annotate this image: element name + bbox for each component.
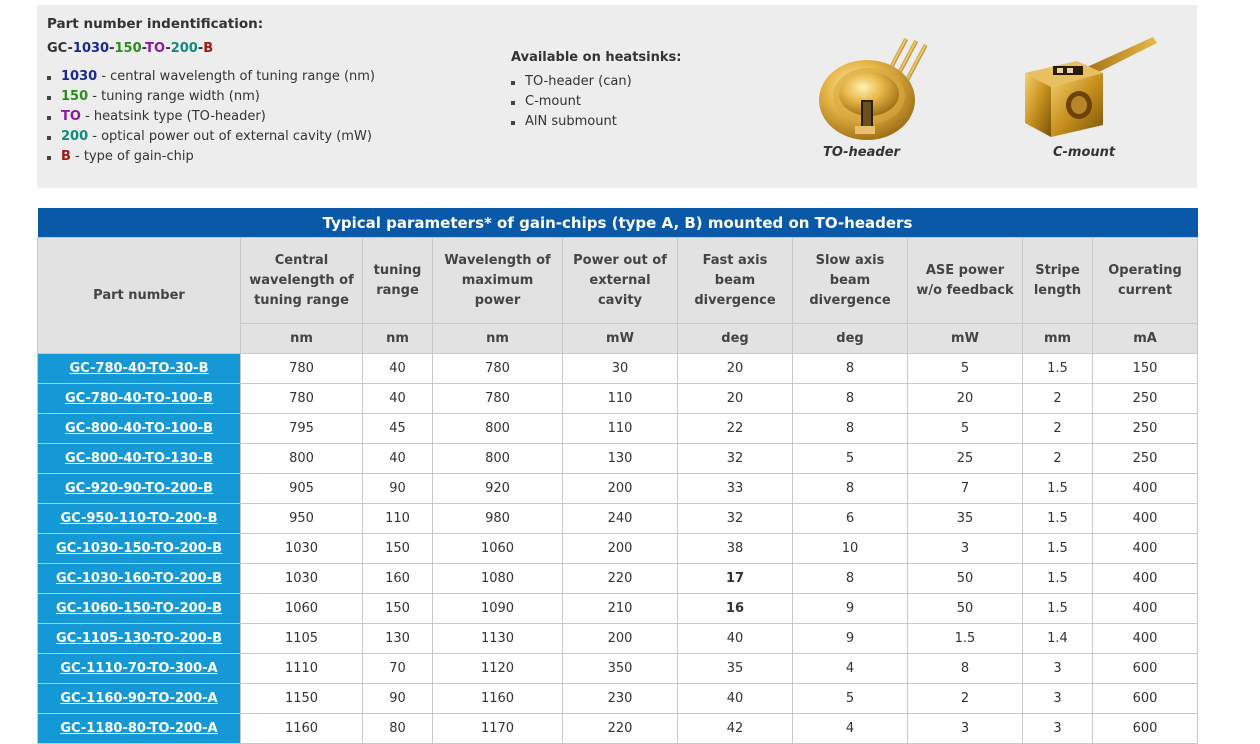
table-cell: 5 bbox=[908, 354, 1023, 384]
table-cell: 10 bbox=[793, 534, 908, 564]
part-code-example bbox=[47, 41, 213, 56]
table-cell: 35 bbox=[908, 504, 1023, 534]
table-cell: 400 bbox=[1093, 594, 1198, 624]
bullet-icon bbox=[47, 76, 51, 80]
heatsinks-list bbox=[511, 72, 632, 132]
table-cell: 210 bbox=[563, 594, 678, 624]
list-item bbox=[511, 72, 632, 92]
unit-cell: deg bbox=[793, 324, 908, 354]
table-row bbox=[38, 594, 1198, 624]
header-cell: ASE power w/o feedback bbox=[908, 238, 1023, 324]
part-cell bbox=[38, 654, 241, 684]
table-row bbox=[38, 474, 1198, 504]
table-cell: 2 bbox=[1023, 414, 1093, 444]
part-number-link[interactable]: GC-1060-150-TO-200-B bbox=[55, 601, 223, 616]
part-cell bbox=[38, 594, 241, 624]
table-cell: 250 bbox=[1093, 444, 1198, 474]
table-cell: 1030 bbox=[241, 534, 363, 564]
code-range: 150 bbox=[114, 41, 142, 56]
table-cell: 800 bbox=[433, 414, 563, 444]
table-cell: 600 bbox=[1093, 654, 1198, 684]
table-cell: 780 bbox=[241, 354, 363, 384]
bullet-icon bbox=[47, 96, 51, 100]
unit-cell: mA bbox=[1093, 324, 1198, 354]
table-cell: 400 bbox=[1093, 474, 1198, 504]
table-cell: 38 bbox=[678, 534, 793, 564]
table-row bbox=[38, 624, 1198, 654]
table-cell: 1.5 bbox=[1023, 354, 1093, 384]
c-mount-image bbox=[1017, 33, 1157, 143]
table-cell: 40 bbox=[363, 384, 433, 414]
header-cell: Power out of external cavity bbox=[563, 238, 678, 324]
header-cell: Wavelength of maximum power bbox=[433, 238, 563, 324]
table-cell: 795 bbox=[241, 414, 363, 444]
table-cell: 40 bbox=[363, 444, 433, 474]
part-number-link[interactable]: GC-1030-160-TO-200-B bbox=[55, 571, 223, 586]
table-cell: 950 bbox=[241, 504, 363, 534]
part-cell bbox=[38, 474, 241, 504]
unit-cell: mm bbox=[1023, 324, 1093, 354]
table-cell: 1.5 bbox=[1023, 504, 1093, 534]
table-cell: 40 bbox=[363, 354, 433, 384]
table-header-row bbox=[38, 238, 1198, 324]
table-cell: 3 bbox=[1023, 654, 1093, 684]
part-info-panel bbox=[37, 5, 1197, 188]
table-cell: 9 bbox=[793, 624, 908, 654]
table-cell: 220 bbox=[563, 714, 678, 744]
table-cell: 2 bbox=[908, 684, 1023, 714]
table-cell: 250 bbox=[1093, 414, 1198, 444]
table-cell: 1110 bbox=[241, 654, 363, 684]
table-cell: 1030 bbox=[241, 564, 363, 594]
table-cell: 20 bbox=[908, 384, 1023, 414]
table-cell: 110 bbox=[563, 414, 678, 444]
bullet-icon bbox=[511, 81, 515, 85]
table-cell: 980 bbox=[433, 504, 563, 534]
header-cell: tuning range bbox=[363, 238, 433, 324]
part-number-link[interactable]: GC-800-40-TO-100-B bbox=[64, 421, 213, 436]
bullet-icon bbox=[511, 121, 515, 125]
unit-cell: nm bbox=[241, 324, 363, 354]
table-cell: 20 bbox=[678, 384, 793, 414]
part-number-link[interactable]: GC-1110-70-TO-300-A bbox=[60, 661, 218, 676]
table-cell: 20 bbox=[678, 354, 793, 384]
table-cell: 230 bbox=[563, 684, 678, 714]
table-cell: 90 bbox=[363, 684, 433, 714]
table-cell: 45 bbox=[363, 414, 433, 444]
table-cell: 200 bbox=[563, 624, 678, 654]
part-id-list bbox=[47, 67, 375, 167]
table-cell: 250 bbox=[1093, 384, 1198, 414]
item-text: - type of gain-chip bbox=[70, 149, 194, 164]
table-cell: 3 bbox=[1023, 714, 1093, 744]
table-cell: 800 bbox=[433, 444, 563, 474]
table-cell: 400 bbox=[1093, 534, 1198, 564]
table-cell: 80 bbox=[363, 714, 433, 744]
item-text: - central wavelength of tuning range (nm) bbox=[97, 69, 375, 84]
part-number-link[interactable]: GC-1180-80-TO-200-A bbox=[60, 721, 218, 736]
table-cell: 30 bbox=[563, 354, 678, 384]
table-cell: 780 bbox=[241, 384, 363, 414]
table-cell: 920 bbox=[433, 474, 563, 504]
code-wavelength: 1030 bbox=[72, 41, 110, 56]
table-cell: 3 bbox=[908, 714, 1023, 744]
code-prefix: GC- bbox=[47, 41, 73, 56]
header-cell: Fast axis beam divergence bbox=[678, 238, 793, 324]
list-item bbox=[47, 87, 375, 107]
table-cell: 780 bbox=[433, 384, 563, 414]
part-number-link[interactable]: GC-1160-90-TO-200-A bbox=[60, 691, 218, 706]
table-row bbox=[38, 684, 1198, 714]
part-cell bbox=[38, 534, 241, 564]
table-cell: 1.5 bbox=[1023, 564, 1093, 594]
table-cell: 400 bbox=[1093, 504, 1198, 534]
table-row bbox=[38, 714, 1198, 744]
table-cell: 150 bbox=[363, 534, 433, 564]
table-cell: 25 bbox=[908, 444, 1023, 474]
table-cell: 5 bbox=[793, 444, 908, 474]
table-cell: 2 bbox=[1023, 384, 1093, 414]
item-key: 1030 bbox=[61, 69, 98, 84]
table-row bbox=[38, 354, 1198, 384]
table-cell: 1160 bbox=[241, 714, 363, 744]
part-number-link[interactable]: GC-800-40-TO-130-B bbox=[64, 451, 213, 466]
part-number-link[interactable]: GC-1030-150-TO-200-B bbox=[55, 541, 223, 556]
table-cell: 50 bbox=[908, 564, 1023, 594]
item-key: 150 bbox=[61, 89, 89, 104]
header-cell: Stripe length bbox=[1023, 238, 1093, 324]
bullet-icon bbox=[47, 156, 51, 160]
table-cell: 1.4 bbox=[1023, 624, 1093, 654]
header-cell: Central wavelength of tuning range bbox=[241, 238, 363, 324]
list-item bbox=[47, 127, 375, 147]
part-number-link[interactable]: GC-920-90-TO-200-B bbox=[64, 481, 213, 496]
list-item bbox=[47, 147, 375, 167]
table-cell: 400 bbox=[1093, 564, 1198, 594]
table-row bbox=[38, 414, 1198, 444]
list-item bbox=[47, 107, 375, 127]
table-row bbox=[38, 444, 1198, 474]
bullet-icon bbox=[511, 101, 515, 105]
table-cell: 1060 bbox=[433, 534, 563, 564]
code-chip: B bbox=[203, 41, 214, 56]
item-key: TO bbox=[61, 109, 81, 124]
table-cell: 70 bbox=[363, 654, 433, 684]
table-cell: 150 bbox=[1093, 354, 1198, 384]
table-cell: 1.5 bbox=[1023, 474, 1093, 504]
unit-cell: nm bbox=[363, 324, 433, 354]
table-row bbox=[38, 564, 1198, 594]
table-cell: 8 bbox=[793, 564, 908, 594]
table-cell: 220 bbox=[563, 564, 678, 594]
table-title: Typical parameters* of gain-chips (type A, B) mounted on TO-headers bbox=[38, 208, 1198, 238]
code-heatsink: TO bbox=[145, 41, 166, 56]
table-cell: 1130 bbox=[433, 624, 563, 654]
table-cell: 5 bbox=[908, 414, 1023, 444]
table-cell: 16 bbox=[678, 594, 793, 624]
table-cell: 3 bbox=[1023, 684, 1093, 714]
table-cell: 1150 bbox=[241, 684, 363, 714]
list-item bbox=[511, 112, 632, 132]
table-cell: 8 bbox=[793, 414, 908, 444]
to-header-image bbox=[807, 30, 927, 145]
heatsink-item: TO-header (can) bbox=[525, 74, 632, 89]
part-number-link[interactable]: GC-1105-130-TO-200-B bbox=[55, 631, 223, 646]
part-cell bbox=[38, 384, 241, 414]
table-cell: 110 bbox=[363, 504, 433, 534]
table-cell: 1060 bbox=[241, 594, 363, 624]
table-cell: 400 bbox=[1093, 624, 1198, 654]
table-cell: 7 bbox=[908, 474, 1023, 504]
table-cell: 3 bbox=[908, 534, 1023, 564]
table-cell: 130 bbox=[363, 624, 433, 654]
table-cell: 200 bbox=[563, 474, 678, 504]
table-cell: 240 bbox=[563, 504, 678, 534]
table-cell: 1080 bbox=[433, 564, 563, 594]
table-cell: 1.5 bbox=[1023, 534, 1093, 564]
table-cell: 780 bbox=[433, 354, 563, 384]
unit-cell: nm bbox=[433, 324, 563, 354]
code-sep: - bbox=[197, 41, 204, 56]
table-cell: 1.5 bbox=[908, 624, 1023, 654]
part-cell bbox=[38, 414, 241, 444]
header-cell: Operating current bbox=[1093, 238, 1198, 324]
table-row bbox=[38, 654, 1198, 684]
list-item bbox=[511, 92, 632, 112]
item-key: B bbox=[61, 149, 71, 164]
table-cell: 1.5 bbox=[1023, 594, 1093, 624]
table-cell: 1120 bbox=[433, 654, 563, 684]
table-cell: 160 bbox=[363, 564, 433, 594]
unit-cell: mW bbox=[563, 324, 678, 354]
table-cell: 1105 bbox=[241, 624, 363, 654]
code-sep: - bbox=[141, 41, 146, 56]
table-cell: 150 bbox=[363, 594, 433, 624]
table-cell: 40 bbox=[678, 624, 793, 654]
to-header-caption: TO-header bbox=[823, 145, 900, 160]
part-cell bbox=[38, 444, 241, 474]
table-cell: 9 bbox=[793, 594, 908, 624]
unit-cell: deg bbox=[678, 324, 793, 354]
table-cell: 90 bbox=[363, 474, 433, 504]
table-cell: 200 bbox=[563, 534, 678, 564]
table-row bbox=[38, 384, 1198, 414]
heatsink-item: C-mount bbox=[525, 94, 581, 109]
table-cell: 600 bbox=[1093, 684, 1198, 714]
table-cell: 1160 bbox=[433, 684, 563, 714]
table-row bbox=[38, 534, 1198, 564]
part-cell bbox=[38, 624, 241, 654]
item-text: - optical power out of external cavity (mW) bbox=[88, 129, 372, 144]
item-key: 200 bbox=[61, 129, 89, 144]
table-cell: 4 bbox=[793, 654, 908, 684]
table-cell: 50 bbox=[908, 594, 1023, 624]
part-cell bbox=[38, 714, 241, 744]
table-cell: 40 bbox=[678, 684, 793, 714]
table-cell: 1170 bbox=[433, 714, 563, 744]
part-id-title: Part number indentification: bbox=[47, 16, 264, 32]
table-cell: 35 bbox=[678, 654, 793, 684]
heatsinks-title: Available on heatsinks: bbox=[511, 50, 682, 65]
table-cell: 905 bbox=[241, 474, 363, 504]
table-cell: 8 bbox=[793, 354, 908, 384]
bullet-icon bbox=[47, 116, 51, 120]
table-cell: 32 bbox=[678, 444, 793, 474]
table-cell: 8 bbox=[793, 384, 908, 414]
part-cell bbox=[38, 504, 241, 534]
table-cell: 4 bbox=[793, 714, 908, 744]
table-cell: 350 bbox=[563, 654, 678, 684]
header-cell: Part number bbox=[38, 238, 241, 354]
code-sep: - bbox=[165, 41, 171, 56]
table-row bbox=[38, 504, 1198, 534]
table-cell: 2 bbox=[1023, 444, 1093, 474]
table-cell: 800 bbox=[241, 444, 363, 474]
table-cell: 42 bbox=[678, 714, 793, 744]
table-cell: 17 bbox=[678, 564, 793, 594]
part-number-link[interactable]: GC-950-110-TO-200-B bbox=[60, 511, 218, 526]
table-cell: 600 bbox=[1093, 714, 1198, 744]
parameters-table bbox=[37, 208, 1198, 744]
table-cell: 32 bbox=[678, 504, 793, 534]
code-sep: - bbox=[109, 41, 115, 56]
part-number-link[interactable]: GC-780-40-TO-100-B bbox=[64, 391, 213, 406]
table-cell: 6 bbox=[793, 504, 908, 534]
table-cell: 5 bbox=[793, 684, 908, 714]
table-cell: 130 bbox=[563, 444, 678, 474]
table-cell: 33 bbox=[678, 474, 793, 504]
list-item bbox=[47, 67, 375, 87]
unit-cell: mW bbox=[908, 324, 1023, 354]
part-cell bbox=[38, 684, 241, 714]
part-cell bbox=[38, 354, 241, 384]
header-cell: Slow axis beam divergence bbox=[793, 238, 908, 324]
table-cell: 8 bbox=[793, 474, 908, 504]
item-text: - heatsink type (TO-header) bbox=[80, 109, 266, 124]
item-text: - tuning range width (nm) bbox=[88, 89, 260, 104]
heatsink-item: AlN submount bbox=[525, 114, 617, 129]
table-cell: 110 bbox=[563, 384, 678, 414]
c-mount-caption: C-mount bbox=[1053, 145, 1116, 160]
code-power: 200 bbox=[170, 41, 198, 56]
table-cell: 8 bbox=[908, 654, 1023, 684]
table-cell: 22 bbox=[678, 414, 793, 444]
bullet-icon bbox=[47, 136, 51, 140]
table-cell: 1090 bbox=[433, 594, 563, 624]
part-number-link[interactable]: GC-780-40-TO-30-B bbox=[69, 361, 209, 376]
part-cell bbox=[38, 564, 241, 594]
